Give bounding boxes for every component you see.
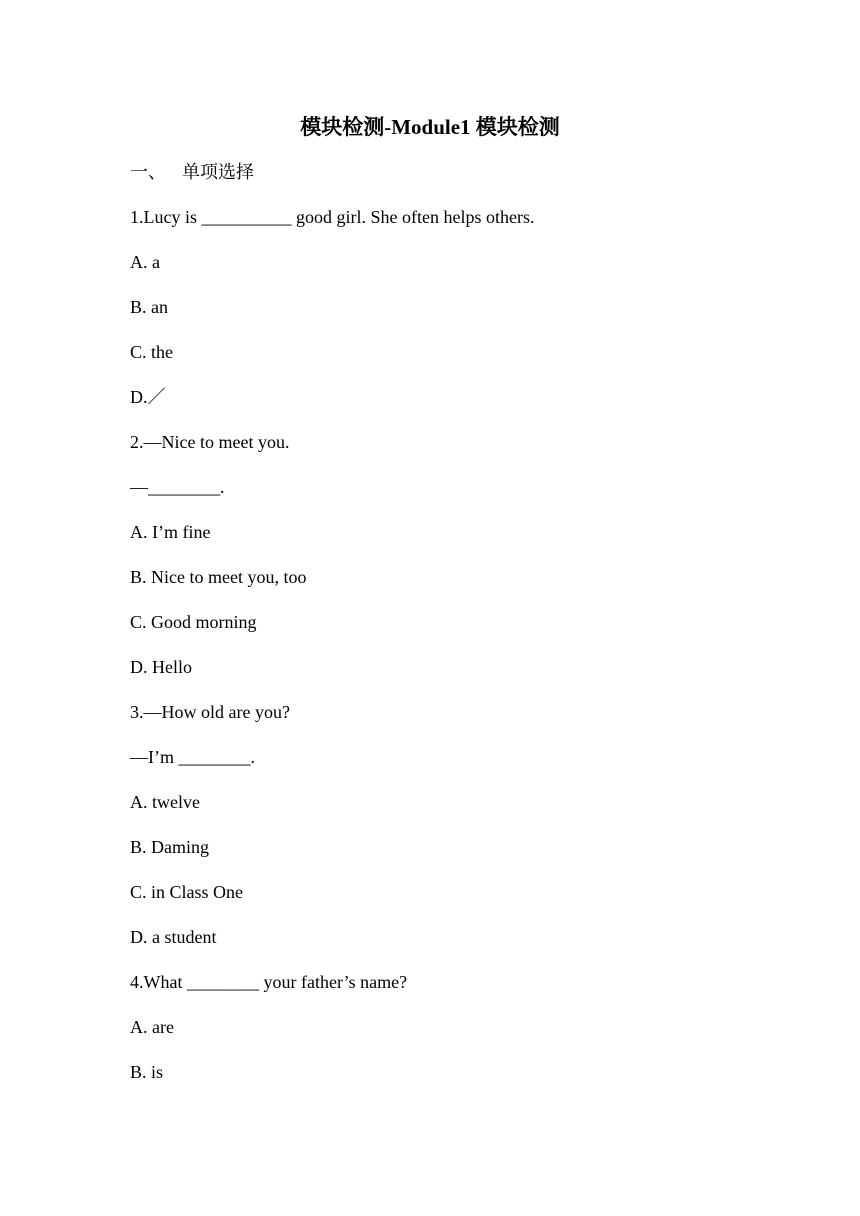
question-1-option-a: A. a bbox=[130, 252, 160, 272]
question-3-option-d: D. a student bbox=[130, 927, 217, 947]
question-2-option-d: D. Hello bbox=[130, 657, 192, 677]
question-2-stem: 2.—Nice to meet you. bbox=[130, 432, 290, 452]
question-3-option-a: A. twelve bbox=[130, 792, 200, 812]
question-4-option-a: A. are bbox=[130, 1017, 174, 1037]
question-3-option-b: B. Daming bbox=[130, 837, 209, 857]
question-4-stem: 4.What ________ your father’s name? bbox=[130, 972, 408, 992]
question-1-option-b: B. an bbox=[130, 297, 168, 317]
document-title: 模块检测-Module1 模块检测 bbox=[300, 115, 560, 139]
section-heading bbox=[130, 160, 254, 184]
question-1-option-c: C. the bbox=[130, 342, 173, 362]
question-1-option-d: D.／ bbox=[130, 387, 166, 407]
section-number: 一、 bbox=[130, 162, 166, 182]
question-2-option-c: C. Good morning bbox=[130, 612, 257, 632]
question-2-reply: —________. bbox=[130, 477, 225, 497]
question-4-option-b: B. is bbox=[130, 1062, 164, 1082]
question-2-option-b: B. Nice to meet you, too bbox=[130, 567, 307, 587]
question-2-option-a: A. I’m fine bbox=[130, 522, 211, 542]
question-3-stem: 3.—How old are you? bbox=[130, 702, 290, 722]
question-3-reply: —I’m ________. bbox=[130, 747, 255, 767]
question-1-stem: 1.Lucy is __________ good girl. She often helps others. bbox=[130, 207, 535, 227]
section-label: 单项选择 bbox=[182, 162, 254, 182]
question-3-option-c: C. in Class One bbox=[130, 882, 244, 902]
